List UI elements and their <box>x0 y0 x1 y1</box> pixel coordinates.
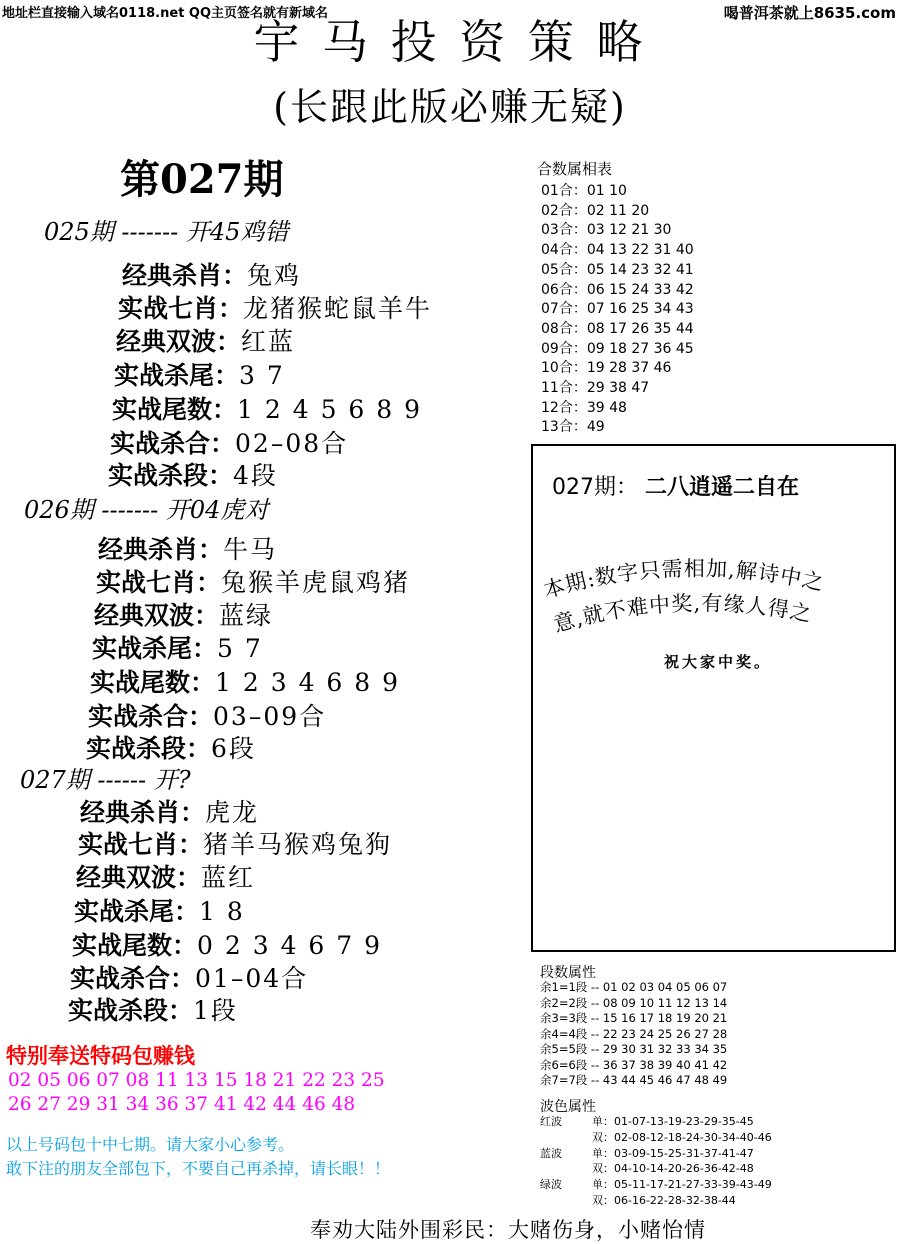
row-label: 实战尾数： <box>112 395 238 424</box>
row-value: 1 8 <box>199 897 245 926</box>
row-value: 1段 <box>193 996 238 1025</box>
row-label: 实战杀合： <box>70 964 196 993</box>
row-value: 3 7 <box>239 361 285 390</box>
period-027-row <box>68 991 238 1027</box>
wave-row <box>540 1114 772 1130</box>
row-label: 经典双波： <box>76 863 202 892</box>
combo-table-list <box>541 182 694 438</box>
row-value: 蓝绿 <box>219 601 274 630</box>
period-025-header: 025期 ------- 开45鸡错 <box>44 218 289 246</box>
wave-name: 绿波 <box>540 1178 562 1192</box>
wave-name: 蓝波 <box>540 1146 562 1160</box>
period-027-header: 027期 ------ 开? <box>20 766 191 794</box>
wave-row <box>540 1161 772 1177</box>
period-025-row <box>118 289 432 325</box>
row-label: 实战杀段： <box>86 734 212 763</box>
wish-text: 祝大家中奖。 <box>664 653 773 671</box>
row-value: 牛马 <box>223 535 278 564</box>
segment-row: 余3=3段 -- 15 16 17 18 19 20 21 <box>540 1011 728 1025</box>
combo-row: 06合：06 15 24 33 42 <box>541 281 694 298</box>
combo-row: 11合：29 38 47 <box>541 380 650 397</box>
row-label: 实战杀合： <box>110 429 236 458</box>
segment-row: 余2=2段 -- 08 09 10 11 12 13 14 <box>540 995 728 1010</box>
row-label: 实战七肖： <box>118 294 244 323</box>
wave-row <box>540 1146 772 1162</box>
issue-title: 第027期 <box>120 156 284 203</box>
wave-row <box>540 1193 772 1209</box>
row-label: 经典杀肖： <box>98 535 224 564</box>
combo-row: 02合：02 11 20 <box>541 202 650 219</box>
special-note-2: 敢下注的朋友全部包下，不要自己再杀掉，请长眼！！ <box>6 1159 391 1178</box>
combo-table-title: 合数属相表 <box>537 160 613 178</box>
period-027-row <box>74 892 245 928</box>
riddle-poem <box>540 540 895 650</box>
period-027-row <box>70 959 308 995</box>
combo-row: 03合：03 12 21 30 <box>541 222 672 239</box>
period-026-row <box>98 530 277 566</box>
period-027-row <box>72 926 382 962</box>
row-label: 实战杀尾： <box>92 634 218 663</box>
wave-numbers: 单：05-11-17-21-27-33-39-43-49 <box>592 1178 772 1192</box>
row-value: 红蓝 <box>241 327 296 356</box>
period-026-row <box>88 697 326 733</box>
special-numbers-line-2: 26 27 29 31 34 36 37 41 42 44 46 48 <box>8 1094 356 1115</box>
row-label: 实战杀尾： <box>114 361 240 390</box>
row-label: 实战七肖： <box>78 830 204 859</box>
wave-numbers: 单：01-07-13-19-23-29-35-45 <box>592 1115 754 1128</box>
period-026-row <box>96 563 410 599</box>
row-label: 经典杀肖： <box>80 798 206 827</box>
wave-table-list <box>540 1114 772 1209</box>
wave-numbers: 双：06-16-22-28-32-38-44 <box>592 1193 736 1207</box>
segment-row: 余4=4段 -- 22 23 24 25 26 27 28 <box>540 1026 728 1041</box>
riddle-text: 二八逍遥二自在 <box>645 475 800 500</box>
row-value: 龙猪猴蛇鼠羊牛 <box>243 294 433 323</box>
combo-row: 12合：39 48 <box>541 399 627 416</box>
footer-warning: 奉劝大陆外围彩民：大赌伤身，小赌怡情 <box>310 1218 706 1242</box>
segment-row: 余6=6段 -- 36 37 38 39 40 41 42 <box>540 1057 728 1072</box>
row-value: 虎龙 <box>205 798 260 827</box>
combo-row: 09合：09 18 27 36 45 <box>541 340 694 357</box>
wave-numbers: 单：03-09-15-25-31-37-41-47 <box>592 1146 754 1160</box>
row-value: 蓝红 <box>201 863 256 892</box>
page-title: 宇 马 投 资 策 略 <box>253 15 647 69</box>
row-label: 实战尾数： <box>72 931 198 960</box>
period-026-row <box>92 629 263 665</box>
top-right-domain-notice: 喝普洱茶就上8635.com <box>723 4 896 22</box>
row-value: 1 2 3 4 6 8 9 <box>215 668 401 697</box>
period-025-row <box>108 456 278 492</box>
poem-line-2: 意,就不难中奖,有缘人得之 <box>550 591 814 637</box>
wave-name: 红波 <box>540 1115 562 1128</box>
row-value: 01–04合 <box>195 964 309 993</box>
riddle-issue-label: 027期： <box>552 475 638 500</box>
combo-row: 07合：07 16 25 34 43 <box>541 301 694 318</box>
riddle-box <box>531 444 896 952</box>
combo-row: 13合：49 <box>541 419 605 436</box>
riddle-header <box>552 470 799 501</box>
row-label: 实战杀段： <box>68 996 194 1025</box>
combo-row: 04合：04 13 22 31 40 <box>541 242 694 259</box>
period-025-row <box>122 256 301 292</box>
wave-numbers: 双：02-08-12-18-24-30-34-40-46 <box>592 1130 772 1144</box>
row-label: 实战杀合： <box>88 702 214 731</box>
row-value: 兔鸡 <box>247 261 302 290</box>
row-value: 兔猴羊虎鼠鸡猪 <box>221 568 411 597</box>
period-026-row <box>90 663 400 699</box>
wave-table-title: 波色属性 <box>540 1099 596 1115</box>
special-title: 特别奉送特码包赚钱 <box>6 1043 195 1068</box>
period-025-row <box>112 390 422 426</box>
combo-row: 08合：08 17 26 35 44 <box>541 320 694 337</box>
page-subtitle: (长跟此版必赚无疑) <box>273 85 627 129</box>
segment-row: 余5=5段 -- 29 30 31 32 33 34 35 <box>540 1042 728 1056</box>
period-025-row <box>114 356 285 392</box>
period-026-row <box>94 596 273 632</box>
row-label: 实战杀尾： <box>74 897 200 926</box>
poem-line-1: 本期:数字只需相加,解诗中之 <box>540 556 827 603</box>
combo-row: 01合：01 10 <box>541 183 627 199</box>
combo-row: 05合：05 14 23 32 41 <box>541 261 694 278</box>
top-left-domain-notice: 地址栏直接输入域名0118.net QQ主页签名就有新域名 <box>2 6 329 21</box>
period-025-row <box>116 322 295 358</box>
row-label: 经典杀肖： <box>122 261 248 290</box>
special-numbers-line-1: 02 05 06 07 08 11 13 15 18 21 22 23 25 <box>8 1070 385 1091</box>
row-value: 1 2 4 5 6 8 9 <box>237 395 423 424</box>
row-value: 猪羊马猴鸡兔狗 <box>203 830 393 859</box>
row-value: 0 2 3 4 6 7 9 <box>197 931 383 960</box>
row-value: 03–09合 <box>213 702 327 731</box>
segment-table-title: 段数属性 <box>540 965 596 981</box>
segment-table-list <box>540 980 727 1089</box>
segment-row: 余7=7段 -- 43 44 45 46 47 48 49 <box>540 1073 728 1087</box>
row-label: 实战尾数： <box>90 668 216 697</box>
period-025-row <box>110 424 348 460</box>
period-027-row <box>78 825 392 861</box>
row-label: 经典双波： <box>116 327 242 356</box>
period-026-header: 026期 ------- 开04虎对 <box>24 496 269 524</box>
row-value: 02–08合 <box>235 429 349 458</box>
row-value: 4段 <box>233 461 278 490</box>
row-value: 5 7 <box>217 634 263 663</box>
row-value: 6段 <box>211 734 256 763</box>
row-label: 经典双波： <box>94 601 220 630</box>
period-027-row <box>80 793 259 829</box>
combo-row: 10合：19 28 37 46 <box>541 360 672 377</box>
row-label: 实战七肖： <box>96 568 222 597</box>
period-027-row <box>76 858 255 894</box>
segment-row: 余1=1段 -- 01 02 03 04 05 06 07 <box>540 980 728 994</box>
special-note-1: 以上号码包十中七期。请大家小心参考。 <box>6 1135 295 1154</box>
row-label: 实战杀段： <box>108 461 234 490</box>
wave-row <box>540 1177 772 1193</box>
wave-row <box>540 1130 772 1146</box>
wave-numbers: 双：04-10-14-20-26-36-42-48 <box>592 1162 754 1176</box>
